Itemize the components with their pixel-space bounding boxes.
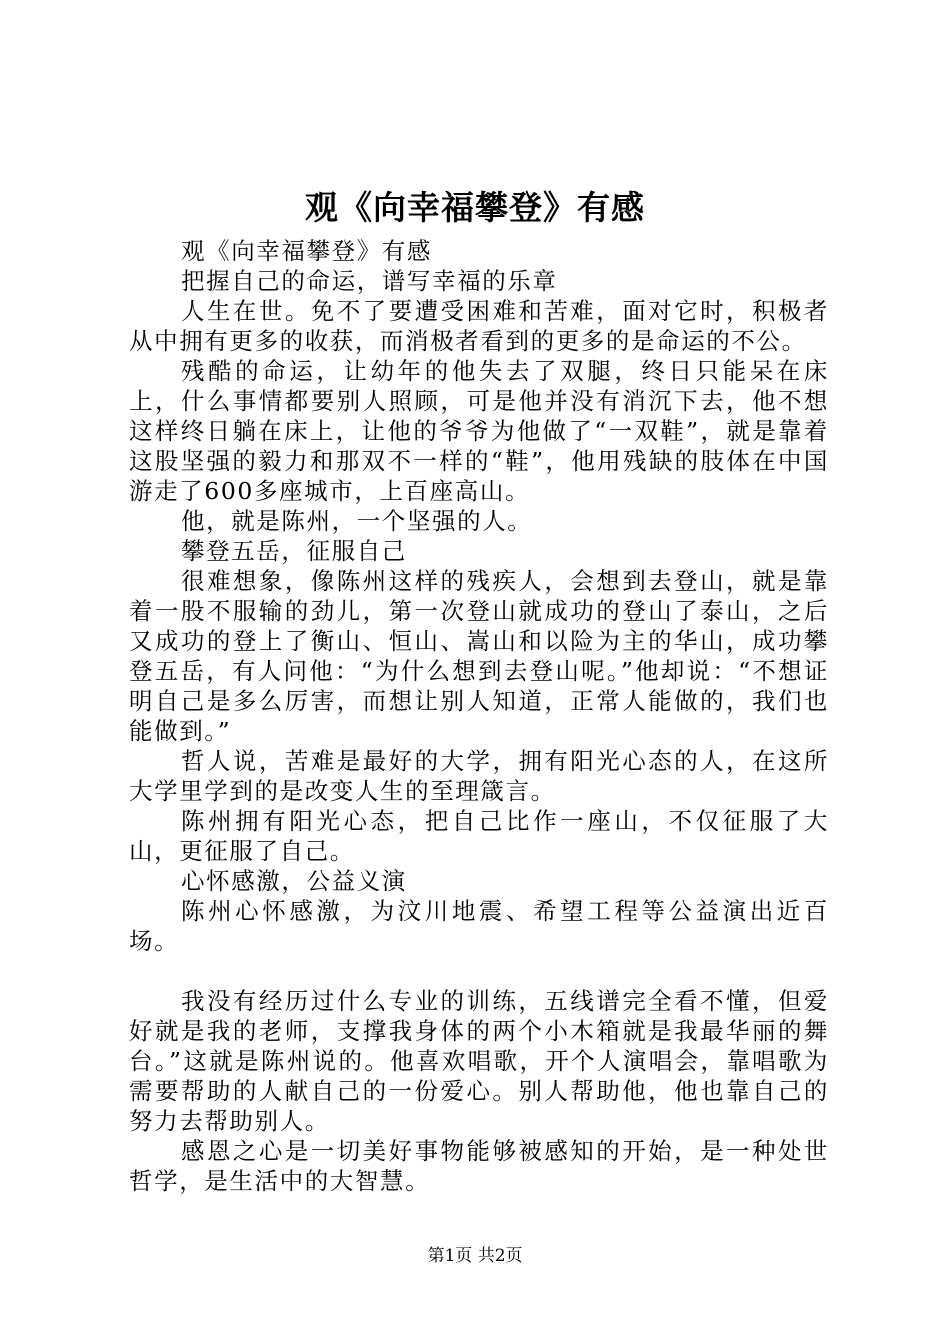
paragraph: 人生在世。免不了要遭受困难和苦难，面对它时，积极者从中拥有更多的收获，而消极者看到的更多的是命运的不公。 bbox=[129, 297, 829, 355]
document-body bbox=[129, 236, 829, 1196]
paragraph: 陈州心怀感激，为汶川地震、希望工程等公益演出近百场。 bbox=[129, 897, 829, 955]
paragraph: 观《向幸福攀登》有感 bbox=[181, 237, 432, 265]
paragraph: 哲人说，苦难是最好的大学，拥有阳光心态的人，在这所大学里学到的是改变人生的至理箴言。 bbox=[129, 747, 829, 805]
paragraph: 感恩之心是一切美好事物能够被感知的开始，是一种处世哲学，是生活中的大智慧。 bbox=[129, 1137, 829, 1195]
paragraph: 把握自己的命运，谱写幸福的乐章 bbox=[181, 267, 558, 295]
document-title: 观《向幸福攀登》有感 bbox=[305, 188, 645, 227]
paragraph: 残酷的命运，让幼年的他失去了双腿，终日只能呆在床上，什么事情都要别人照顾，可是他并没有消沉下去，他不想这样终日躺在床上，让他的爷爷为他做了“一双鞋”，就是靠着这股坚强的毅力和那双不一样的“鞋”，他用残缺的肢体在中国游走了600多座城市，上百座高山。 bbox=[129, 357, 829, 505]
paragraph: 心怀感激，公益义演 bbox=[181, 867, 407, 895]
paragraph: 他，就是陈州，一个坚强的人。 bbox=[181, 507, 533, 535]
paragraph: 很难想象，像陈州这样的残疾人，会想到去登山，就是靠着一股不服输的劲儿，第一次登山就成功的登山了泰山，之后又成功的登上了衡山、恒山、嵩山和以险为主的华山，成功攀登五岳，有人问他：“为什么想到去登山呢。”他却说：“不想证明自己是多么厉害，而想让别人知道，正常人能做的，我们也能做到。” bbox=[129, 567, 829, 745]
paragraph: 攀登五岳，征服自己 bbox=[181, 537, 407, 565]
paragraph: 我没有经历过什么专业的训练，五线谱完全看不懂，但爱好就是我的老师，支撑我身体的两个小木箱就是我最华丽的舞台。”这就是陈州说的。他喜欢唱歌，开个人演唱会，靠唱歌为需要帮助的人献自己的一份爱心。别人帮助他，他也靠自己的努力去帮助别人。 bbox=[129, 987, 829, 1135]
paragraph: 陈州拥有阳光心态，把自己比作一座山，不仅征服了大山，更征服了自己。 bbox=[129, 807, 829, 865]
page-footer: 第1页 共2页 bbox=[427, 1246, 523, 1266]
